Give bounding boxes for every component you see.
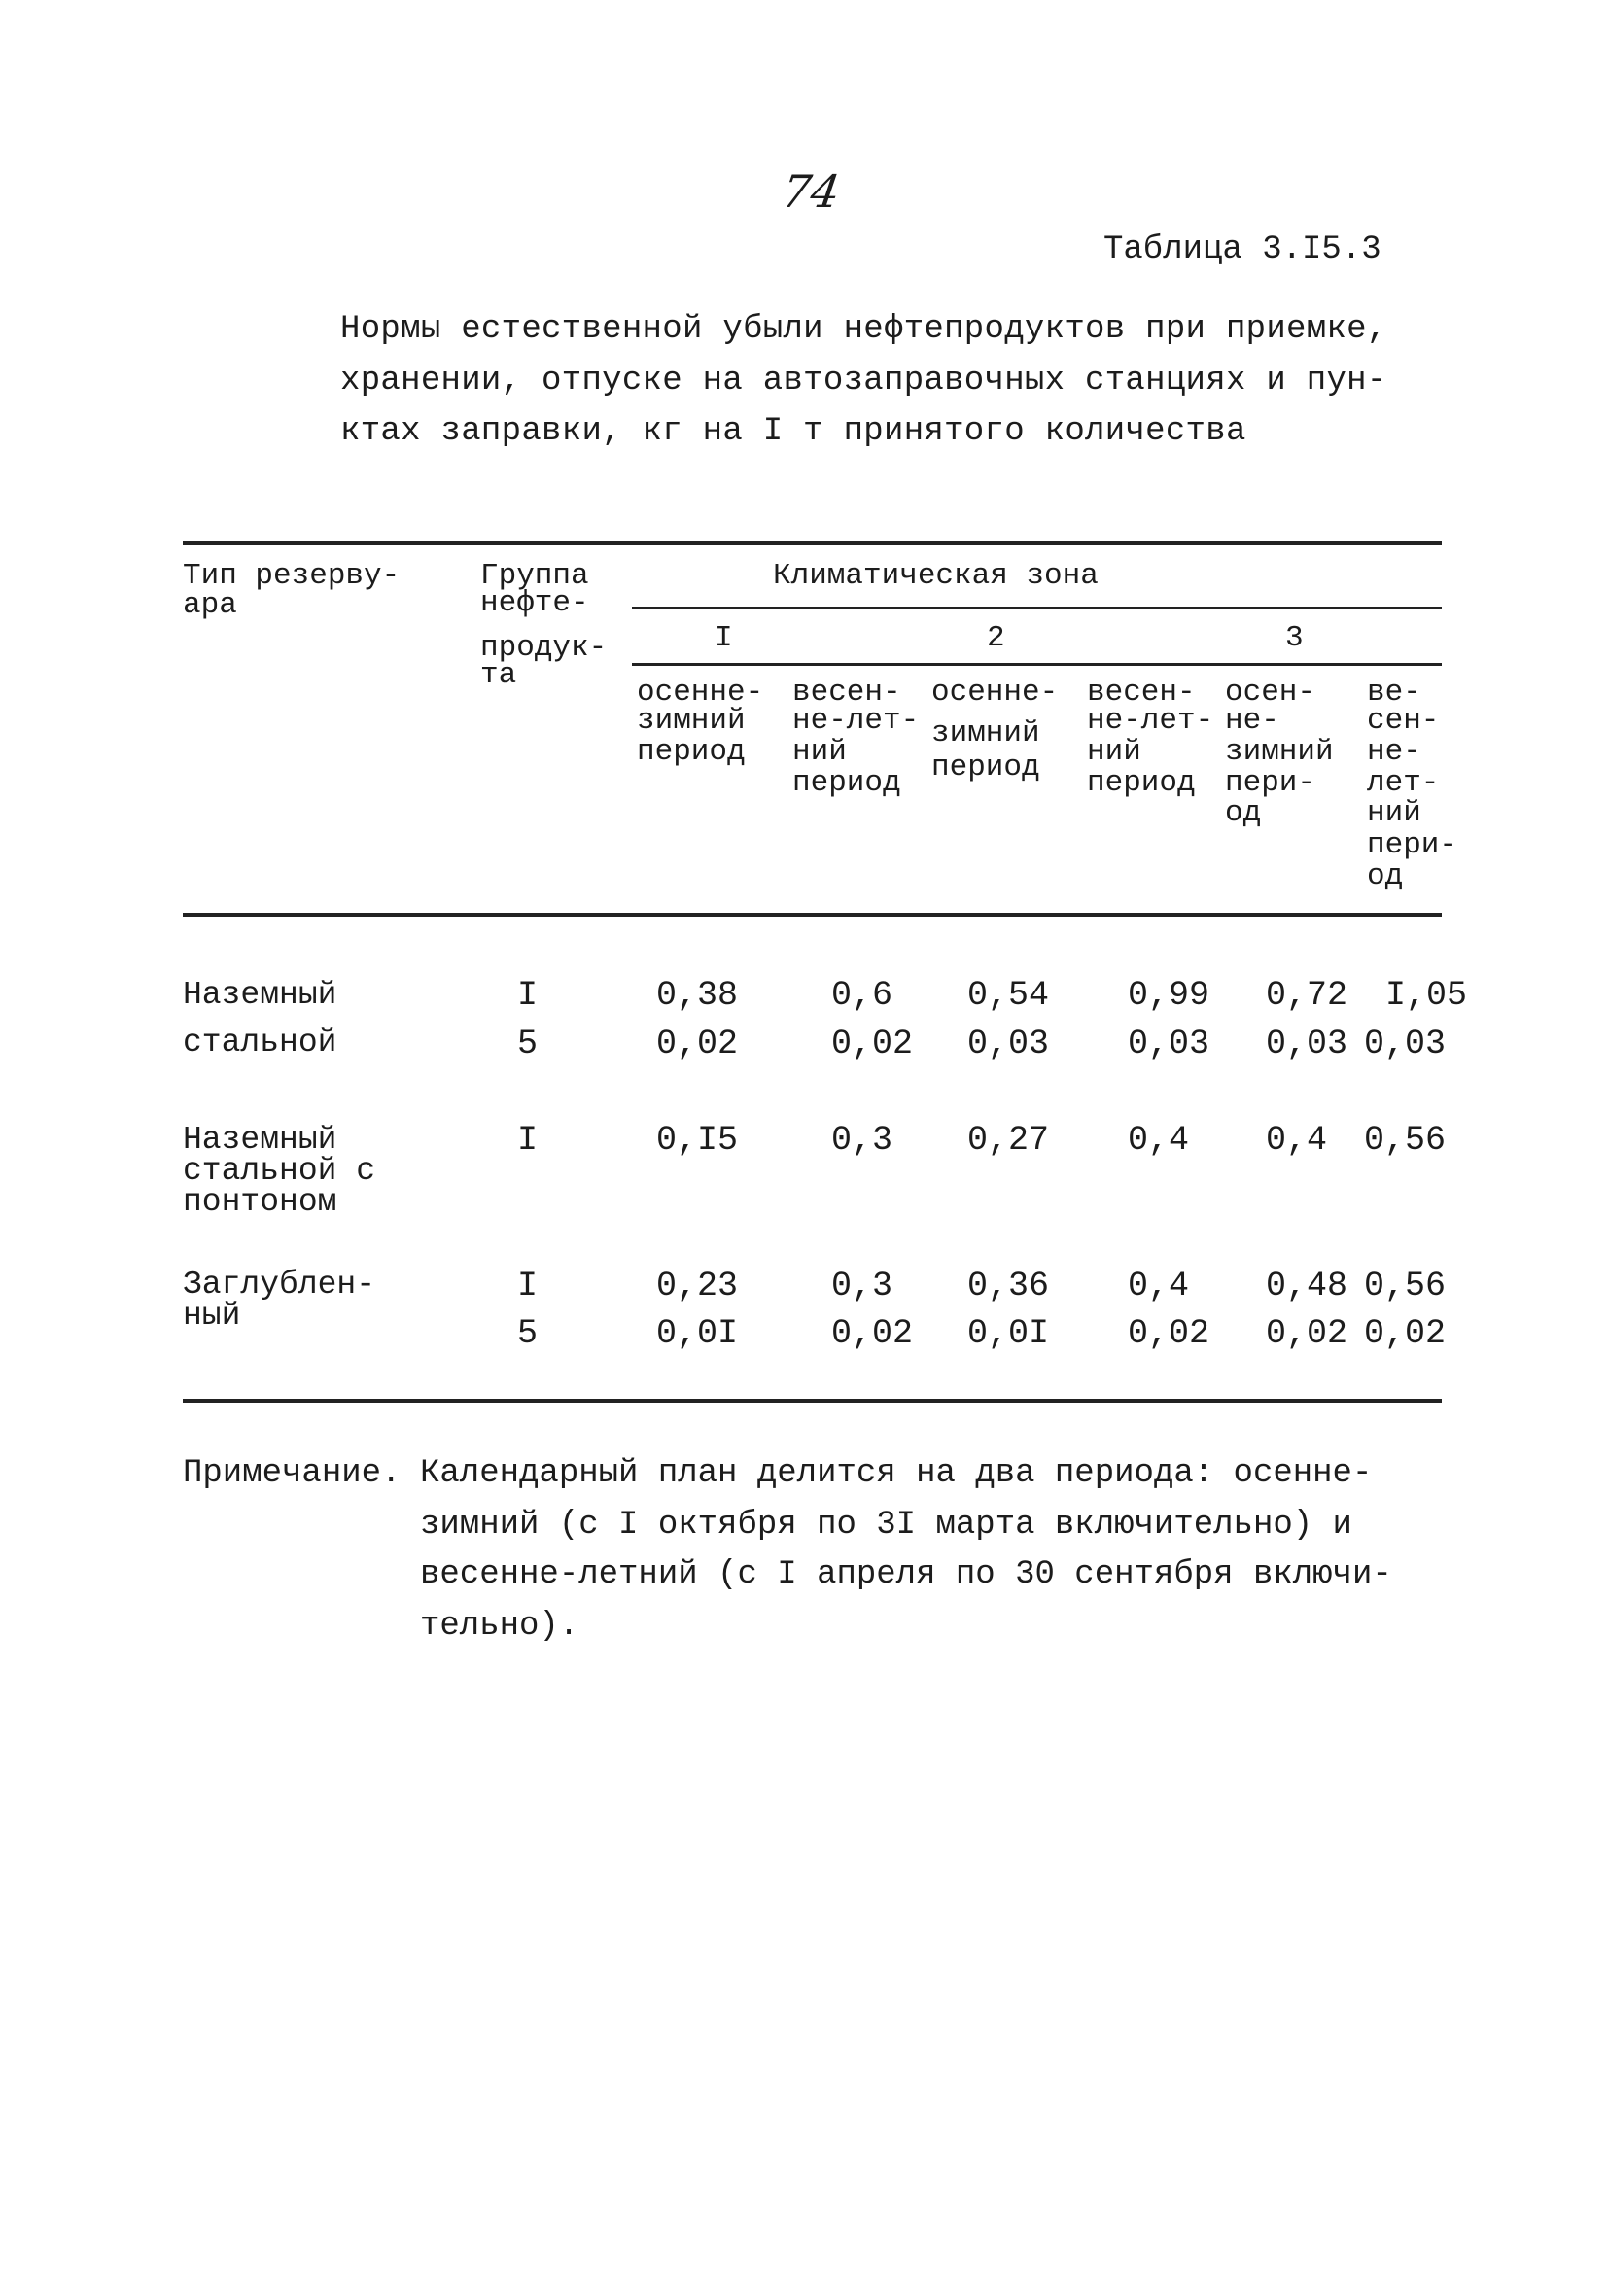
value-cell: 0,27 <box>967 1121 1050 1160</box>
value-cell: 0,3 <box>831 1121 893 1160</box>
note-line: тельно). <box>420 1608 579 1645</box>
value-cell: 0,56 <box>1364 1121 1447 1160</box>
header-line: ний <box>1087 735 1141 769</box>
value-cell: I,05 <box>1385 976 1468 1015</box>
table-bottom-rule <box>183 1399 1442 1403</box>
header-line: ний <box>1367 796 1421 830</box>
header-zone-1: I <box>715 621 733 655</box>
header-line: сен- <box>1367 704 1440 738</box>
value-cell: 0,48 <box>1266 1267 1348 1305</box>
value-cell: 0,23 <box>656 1267 739 1305</box>
header-line: зимний <box>1225 735 1334 769</box>
value-cell: 0,56 <box>1364 1267 1447 1305</box>
value-cell: 0,54 <box>967 976 1050 1015</box>
value-cell: 0,4 <box>1266 1121 1328 1160</box>
value-cell: 0,3 <box>831 1267 893 1305</box>
header-line: пери- <box>1367 828 1458 862</box>
value-cell: 0,4 <box>1128 1267 1190 1305</box>
value-cell: 0,02 <box>831 1314 914 1353</box>
header-line: нефте- <box>480 586 589 620</box>
value-cell: 0,4 <box>1128 1121 1190 1160</box>
header-line: осенне- <box>637 676 764 710</box>
header-line: не-лет- <box>792 704 920 738</box>
reservoir-type: стальной <box>183 1025 337 1061</box>
header-line: та <box>480 658 517 692</box>
zone-number-rule <box>632 663 1442 666</box>
reservoir-type: понтоном <box>183 1184 337 1220</box>
header-line: период <box>931 750 1040 784</box>
header-zone-2: 2 <box>987 621 1005 655</box>
title-line: Нормы естественной убыли нефтепродуктов при приемке, <box>340 311 1387 348</box>
value-cell: 0,03 <box>1364 1025 1447 1063</box>
reservoir-type: Наземный <box>183 977 337 1013</box>
title-line: хранении, отпуске на автозаправочных станциях и пун- <box>340 363 1387 400</box>
product-group: I <box>517 1267 539 1305</box>
value-cell: 0,02 <box>656 1025 739 1063</box>
product-group: 5 <box>517 1314 539 1353</box>
header-line: не- <box>1225 704 1279 738</box>
header-line: период <box>1087 766 1196 800</box>
value-cell: 0,6 <box>831 976 893 1015</box>
header-line: ара <box>183 588 237 622</box>
header-line: Группа <box>480 559 589 593</box>
value-cell: 0,72 <box>1266 976 1348 1015</box>
value-cell: 0,I5 <box>656 1121 739 1160</box>
note-label: Примечание. <box>183 1455 402 1492</box>
product-group: 5 <box>517 1025 539 1063</box>
header-line: осен- <box>1225 676 1316 710</box>
value-cell: 0,02 <box>831 1025 914 1063</box>
header-line: период <box>792 766 901 800</box>
header-bottom-rule <box>183 913 1442 917</box>
value-cell: 0,03 <box>1266 1025 1348 1063</box>
header-line: весен- <box>1087 676 1196 710</box>
table-label: Таблица 3.I5.3 <box>1103 231 1381 268</box>
reservoir-type: стальной с <box>183 1153 376 1189</box>
product-group: I <box>517 976 539 1015</box>
value-cell: 0,36 <box>967 1267 1050 1305</box>
header-line: продук- <box>480 631 608 665</box>
header-line: зимний <box>931 716 1040 750</box>
value-cell: 0,0I <box>967 1314 1050 1353</box>
header-line: весен- <box>792 676 901 710</box>
note-line: зимний (с I октября по 3I марта включительно) и <box>420 1507 1352 1544</box>
value-cell: 0,02 <box>1266 1314 1348 1353</box>
page-number: 74 <box>779 165 844 218</box>
reservoir-type: ный <box>183 1298 241 1334</box>
header-line: не-лет- <box>1087 704 1214 738</box>
header-line: лет- <box>1367 766 1440 800</box>
table-top-rule <box>183 541 1442 545</box>
header-line: период <box>637 735 746 769</box>
note-line: Календарный план делится на два периода: осенне- <box>420 1455 1373 1492</box>
zone-header-rule <box>632 607 1442 609</box>
value-cell: 0,03 <box>1128 1025 1210 1063</box>
header-line: пери- <box>1225 766 1316 800</box>
value-cell: 0,0I <box>656 1314 739 1353</box>
note-line: весенне-летний (с I апреля по 30 сентября включи- <box>420 1556 1392 1593</box>
header-line: од <box>1225 796 1262 830</box>
header-line: не- <box>1367 735 1421 769</box>
product-group: I <box>517 1121 539 1160</box>
header-line: ний <box>792 735 847 769</box>
header-zone-3: 3 <box>1285 621 1304 655</box>
value-cell: 0,99 <box>1128 976 1210 1015</box>
title-line: ктах заправки, кг на I т принятого количества <box>340 413 1246 450</box>
header-line: зимний <box>637 704 746 738</box>
value-cell: 0,03 <box>967 1025 1050 1063</box>
header-line: ве- <box>1367 676 1421 710</box>
value-cell: 0,38 <box>656 976 739 1015</box>
reservoir-type: Заглублен- <box>183 1267 376 1303</box>
header-line: од <box>1367 859 1404 893</box>
value-cell: 0,02 <box>1128 1314 1210 1353</box>
header-climate-zone: Климатическая зона <box>773 559 1099 593</box>
header-line: Тип резерву- <box>183 559 401 593</box>
value-cell: 0,02 <box>1364 1314 1447 1353</box>
header-line: осенне- <box>931 676 1059 710</box>
reservoir-type: Наземный <box>183 1122 337 1158</box>
